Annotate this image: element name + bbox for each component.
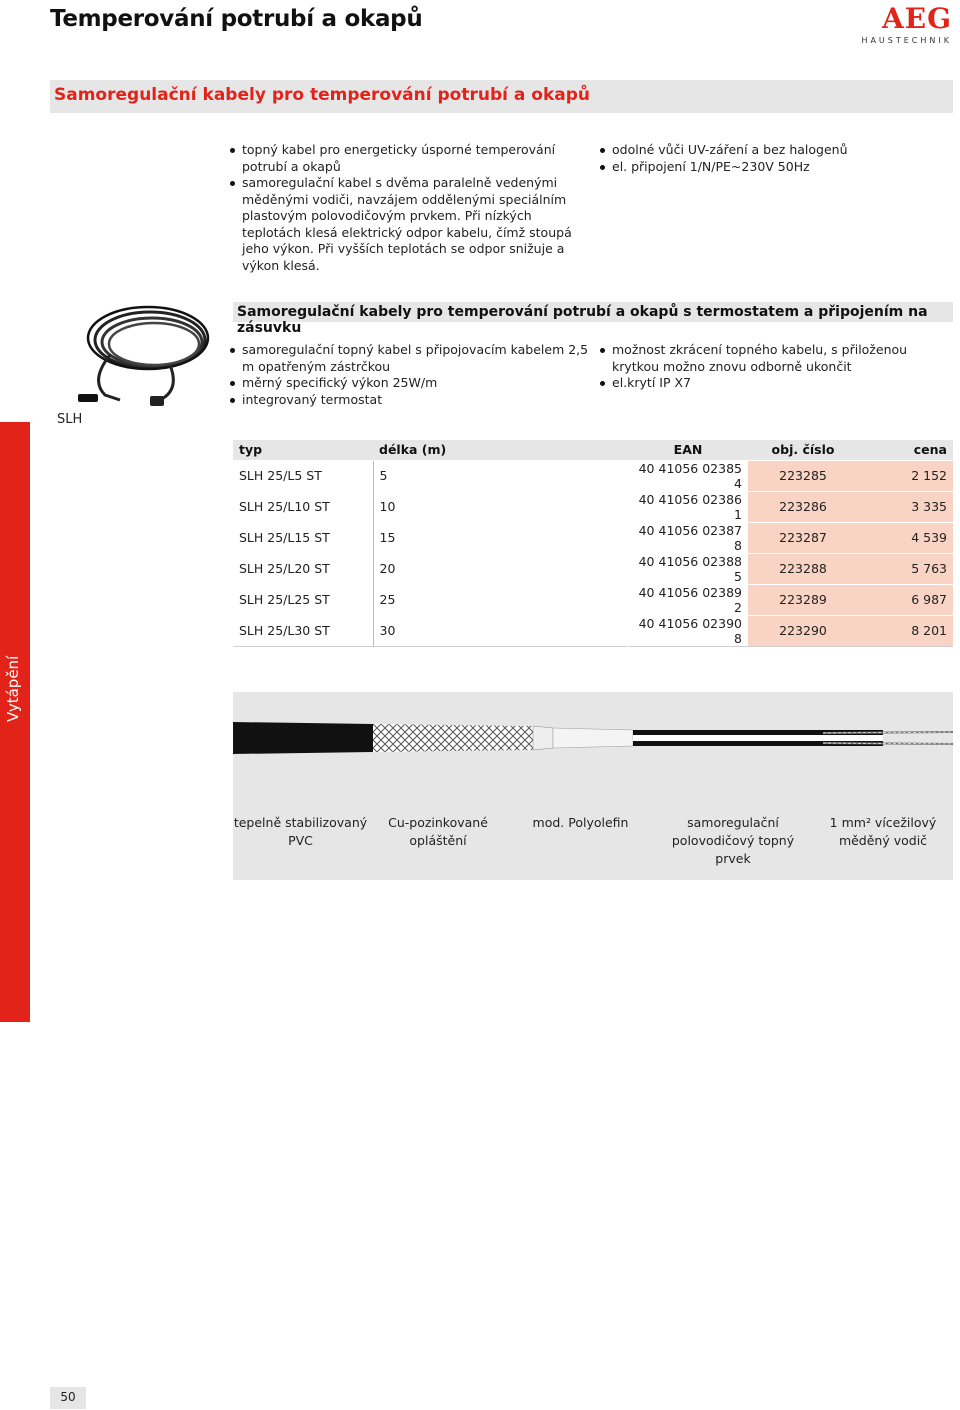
cell-order: 223288 [748, 553, 858, 584]
cable-cross-section-panel [233, 692, 953, 880]
product-label: SLH [57, 412, 83, 427]
cell-type: SLH 25/L25 ST [233, 584, 373, 615]
cell-type: SLH 25/L30 ST [233, 615, 373, 646]
cell-ean: 40 41056 02390 8 [628, 615, 748, 646]
list-item: samoregulační topný kabel s připojovacím kabelem 2,5 m opatřeným zástrčkou [230, 342, 590, 375]
feature-bullets-left [230, 342, 590, 408]
cell-length: 20 [373, 553, 628, 584]
sidebar-label: Vytápění [4, 655, 22, 722]
cell-ean: 40 41056 02388 5 [628, 553, 748, 584]
caption-copper-wire: 1 mm² vícežilový měděný vodič [829, 815, 937, 848]
cell-type: SLH 25/L20 ST [233, 553, 373, 584]
cell-order: 223287 [748, 522, 858, 553]
cell-length: 5 [373, 460, 628, 491]
cell-length: 25 [373, 584, 628, 615]
list-item: el.krytí IP X7 [600, 375, 950, 392]
table-row [233, 522, 953, 553]
intro-bullets-right [600, 142, 940, 175]
cell-price: 5 763 [858, 553, 953, 584]
table-row [233, 460, 953, 491]
cell-type: SLH 25/L5 ST [233, 460, 373, 491]
cell-order: 223286 [748, 491, 858, 522]
cell-price: 8 201 [858, 615, 953, 646]
cell-length: 15 [373, 522, 628, 553]
price-table [233, 440, 953, 647]
cell-type: SLH 25/L10 ST [233, 491, 373, 522]
feature-bullets-right [600, 342, 950, 392]
section-banner [50, 80, 953, 113]
cell-type: SLH 25/L15 ST [233, 522, 373, 553]
caption-heating-element: samoregulační polovodičový topný prvek [671, 815, 795, 866]
cell-ean: 40 41056 02385 4 [628, 460, 748, 491]
col-header-length: délka (m) [373, 440, 628, 460]
table-header-row [233, 440, 953, 460]
cell-price: 3 335 [858, 491, 953, 522]
list-item: měrný specifický výkon 25W/m [230, 375, 590, 392]
cell-ean: 40 41056 02387 8 [628, 522, 748, 553]
list-item: topný kabel pro energeticky úsporné temperování potrubí a okapů [230, 142, 590, 175]
col-header-price: cena [858, 440, 953, 460]
cell-order: 223290 [748, 615, 858, 646]
brand-name: AEG [882, 2, 952, 35]
brand-logo [861, 4, 952, 45]
table-row [233, 615, 953, 646]
cable-layers-illustration [233, 720, 953, 756]
cell-length: 30 [373, 615, 628, 646]
table-row [233, 553, 953, 584]
cable-product-image [50, 300, 230, 415]
cell-price: 2 152 [858, 460, 953, 491]
list-item: odolné vůči UV-záření a bez halogenů [600, 142, 940, 159]
section-title: Samoregulační kabely pro temperování potrubí a okapů [54, 85, 590, 105]
cell-order: 223289 [748, 584, 858, 615]
page-number-label: 50 [60, 1390, 76, 1404]
table-row [233, 491, 953, 522]
cell-length: 10 [373, 491, 628, 522]
cell-ean: 40 41056 02386 1 [628, 491, 748, 522]
list-item: integrovaný termostat [230, 392, 590, 409]
list-item: el. připojení 1/N/PE~230V 50Hz [600, 159, 940, 176]
caption-pvc: tepelně stabilizovaný PVC [233, 815, 368, 848]
cell-ean: 40 41056 02389 2 [628, 584, 748, 615]
brand-subtitle: HAUSTECHNIK [861, 36, 952, 45]
list-item: možnost zkrácení topného kabelu, s přiloženou krytkou možno znovu odborně ukončit [600, 342, 950, 375]
col-header-type: typ [233, 440, 373, 460]
col-header-ean: EAN [628, 440, 748, 460]
list-item: samoregulační kabel s dvěma paralelně vedenými měděnými vodiči, navzájem oddělenými speciálním plastovým polovodičovým prvkem. Při nízkých teplotách klesá elektrický odpor kabelu, čímž stoupá jeho výkon. Při vyšších teplotách se odpor snižuje a výkon klesá. [230, 175, 590, 274]
cell-price: 6 987 [858, 584, 953, 615]
intro-bullets-left [230, 142, 590, 274]
cell-price: 4 539 [858, 522, 953, 553]
caption-polyolefin: mod. Polyolefin [532, 815, 629, 830]
cell-order: 223285 [748, 460, 858, 491]
sidebar-tab [0, 422, 30, 1022]
col-header-order: obj. číslo [748, 440, 858, 460]
product-header [233, 302, 953, 336]
table-row [233, 584, 953, 615]
caption-cu-sheath: Cu-pozinkované opláštění [388, 815, 488, 848]
page-number [50, 1387, 86, 1409]
page-title: Temperování potrubí a okapů [50, 6, 423, 32]
product-header-title: Samoregulační kabely pro temperování potrubí a okapů s termostatem a připojením na zásuvku [237, 304, 928, 336]
